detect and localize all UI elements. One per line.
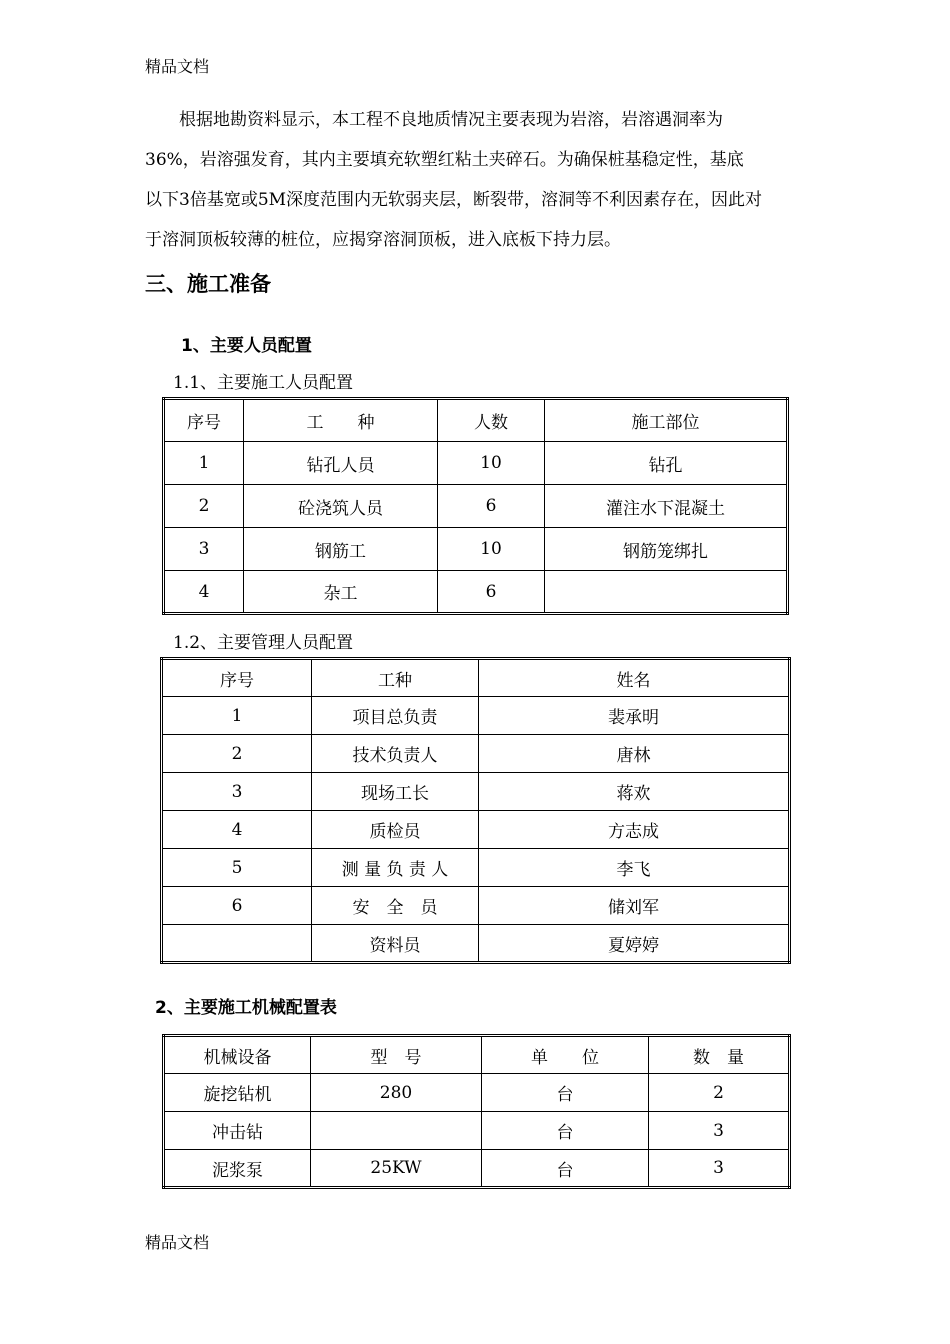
table-cell: 25KW [311,1150,482,1188]
table-cell: 1 [162,697,312,735]
page-header: 精品文档 [145,57,210,76]
header-cell: 序号 [164,399,244,442]
subsection-management-staff-title: 1.2、主要管理人员配置 [173,633,354,653]
table-row [162,773,790,811]
table-row [164,1150,790,1188]
table-row [164,1112,790,1150]
subsection-staff-title: 1、主要人员配置 [181,336,312,356]
table-cell: 现场工长 [312,773,479,811]
header-cell: 单 位 [482,1036,649,1074]
table-row [162,925,790,963]
header-cell: 序号 [162,659,312,697]
table-cell [545,571,788,614]
table-cell: 台 [482,1074,649,1112]
table-cell: 6 [438,571,545,614]
table-row [162,697,790,735]
header-cell: 施工部位 [545,399,788,442]
table-cell: 280 [311,1074,482,1112]
table-row [162,887,790,925]
table-cell: 6 [162,887,312,925]
subsection-construction-staff-title: 1.1、主要施工人员配置 [173,373,354,393]
table-row [164,442,788,485]
table-cell: 钢筋工 [244,528,438,571]
table-cell: 10 [438,442,545,485]
table-row [162,811,790,849]
page-footer: 精品文档 [145,1233,210,1252]
table-cell: 4 [164,571,244,614]
table-cell: 灌注水下混凝土 [545,485,788,528]
section-title: 三、施工准备 [145,272,271,296]
table-cell: 砼浇筑人员 [244,485,438,528]
table-cell: 方志成 [479,811,790,849]
table-row [164,485,788,528]
header-cell: 型 号 [311,1036,482,1074]
table-cell: 测 量 负 责 人 [312,849,479,887]
table-cell: 储刘军 [479,887,790,925]
paragraph-line: 以下3倍基宽或5M深度范围内无软弱夹层，断裂带，溶洞等不利因素存在，因此对 [145,190,763,210]
table-cell: 质检员 [312,811,479,849]
table-cell: 5 [162,849,312,887]
table-cell: 夏婷婷 [479,925,790,963]
table-cell: 蒋欢 [479,773,790,811]
table-cell: 6 [438,485,545,528]
table-row [162,849,790,887]
construction-staff-table [162,397,789,615]
table-row [164,1074,790,1112]
table-cell: 2 [164,485,244,528]
table-cell: 3 [162,773,312,811]
paragraph-line: 根据地勘资料显示，本工程不良地质情况主要表现为岩溶，岩溶遇洞率为 [179,110,723,130]
body-paragraph [145,100,810,260]
header-cell: 姓名 [479,659,790,697]
table-cell: 技术负责人 [312,735,479,773]
table-cell: 泥浆泵 [164,1150,311,1188]
table-cell: 唐林 [479,735,790,773]
header-cell: 人数 [438,399,545,442]
paragraph-line: 于溶洞顶板较薄的桩位，应揭穿溶洞顶板，进入底板下持力层。 [145,230,621,250]
table-row [162,735,790,773]
table-cell: 钢筋笼绑扎 [545,528,788,571]
table-cell: 1 [164,442,244,485]
header-cell: 数 量 [649,1036,790,1074]
table-header-row [162,659,790,697]
management-staff-table [160,657,791,964]
table-row [164,571,788,614]
header-cell: 工 种 [244,399,438,442]
table-cell: 钻孔人员 [244,442,438,485]
table-cell: 台 [482,1150,649,1188]
table-cell: 旋挖钻机 [164,1074,311,1112]
table-header-row [164,399,788,442]
table-cell: 台 [482,1112,649,1150]
table-cell: 杂工 [244,571,438,614]
table-cell: 冲击钻 [164,1112,311,1150]
table-cell: 裴承明 [479,697,790,735]
table-row [164,528,788,571]
table-cell: 3 [649,1112,790,1150]
table-cell: 李飞 [479,849,790,887]
table-cell: 2 [649,1074,790,1112]
table-cell: 钻孔 [545,442,788,485]
table-cell: 10 [438,528,545,571]
table-cell: 4 [162,811,312,849]
table-cell: 2 [162,735,312,773]
table-cell: 3 [649,1150,790,1188]
table-cell: 资料员 [312,925,479,963]
machinery-table [162,1034,791,1189]
table-cell: 3 [164,528,244,571]
table-cell: 项目总负责 [312,697,479,735]
header-cell: 机械设备 [164,1036,311,1074]
table-cell [162,925,312,963]
table-header-row [164,1036,790,1074]
paragraph-line: 36%，岩溶强发育，其内主要填充软塑红粘土夹碎石。为确保桩基稳定性，基底 [145,150,744,170]
table-cell [311,1112,482,1150]
subsection-machinery-title: 2、主要施工机械配置表 [155,998,337,1018]
table-cell: 安 全 员 [312,887,479,925]
header-cell: 工种 [312,659,479,697]
